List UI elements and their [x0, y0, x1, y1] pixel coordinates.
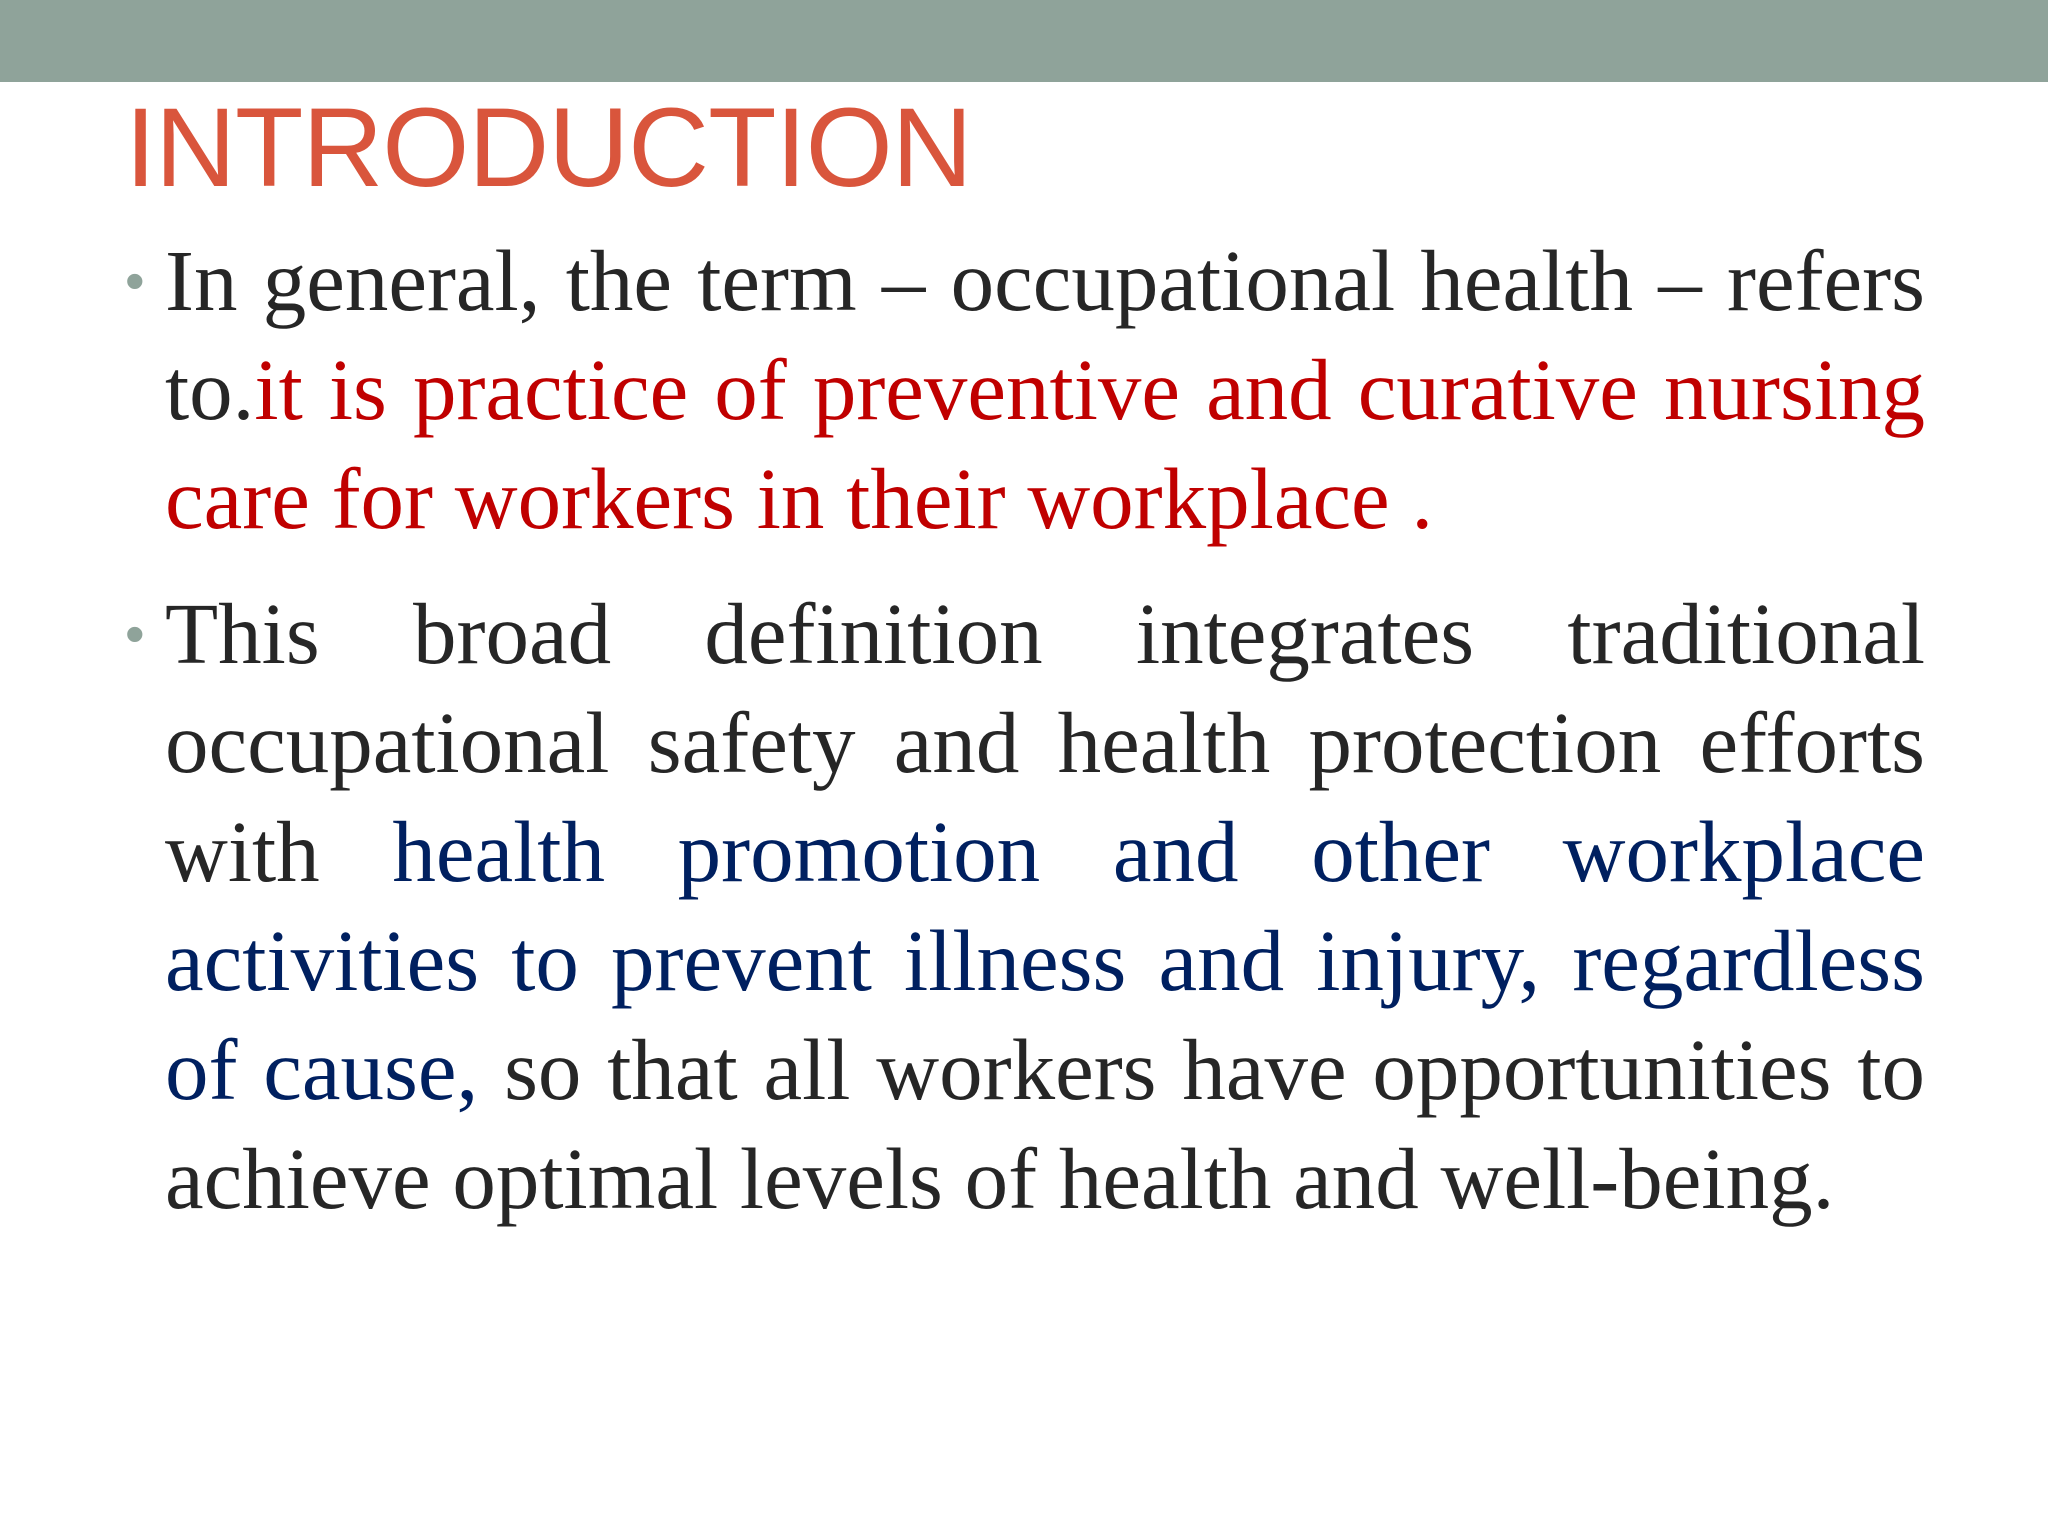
bullet-text-plain: This broad definition integrates traditional occupational safety and health protection efforts with: [165, 585, 1925, 900]
bullet-list: [125, 226, 1925, 1259]
bullet-text-navy-emphasis: health promotion and other workplace activities to prevent illness and injury, regardless of cause,: [165, 803, 1925, 1118]
bullet-text-plain: In general, the term – occupational health – refers to.: [165, 232, 1925, 438]
bullet-item-broad-definition: [125, 579, 1925, 1233]
bullet-text-red-emphasis: it is practice of preventive and curative nursing care for workers in their workplace .: [165, 341, 1925, 547]
bullet-icon: •: [125, 602, 145, 665]
bullet-text-plain: so that all workers have opportunities to achieve optimal levels of health and well-being.: [165, 1021, 1925, 1227]
bullet-icon: •: [125, 249, 145, 312]
slide-title: INTRODUCTION: [125, 85, 972, 210]
bullet-item-definition: [125, 226, 1925, 553]
slide-header-bar: [0, 0, 2048, 82]
